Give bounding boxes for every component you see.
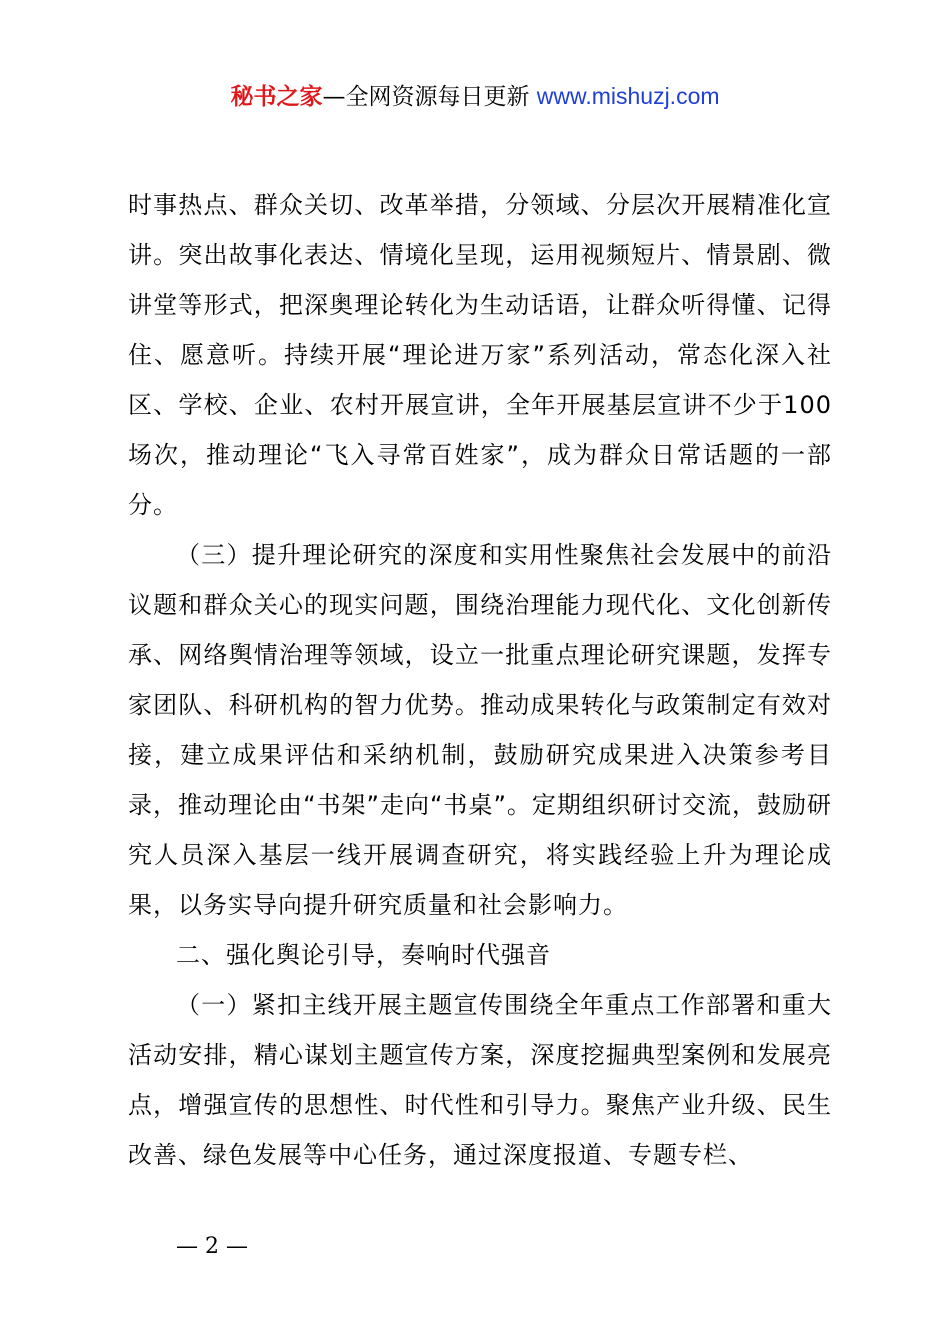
site-header <box>0 80 950 113</box>
paragraph-continuation: 时事热点、群众关切、改革举措，分领域、分层次开展精准化宣讲。突出故事化表达、情境化呈现，运用视频短片、情景剧、微讲堂等形式，把深奥理论转化为生动话语，让群众听得懂、记得住、愿意听。持续开展“理论进万家”系列活动，常态化深入社区、学校、企业、农村开展宣讲，全年开展基层宣讲不少于100场次，推动理论“飞入寻常百姓家”，成为群众日常话题的一部分。 <box>128 191 832 519</box>
header-slogan: —全网资源每日更新 <box>322 84 537 110</box>
brand-name: 秘书之家 <box>230 84 323 110</box>
site-url-link[interactable]: www.mishuzj.com <box>536 83 720 109</box>
paragraph-subsection-1: （一）紧扣主线开展主题宣传围绕全年重点工作部署和重大活动安排，精心谋划主题宣传方案，深度挖掘典型案例和发展亮点，增强宣传的思想性、时代性和引导力。聚焦产业升级、民生改善、绿色发展等中心任务，通过深度报道、专题专栏、 <box>128 991 832 1169</box>
section-heading-2: 二、强化舆论引导，奏响时代强音 <box>176 941 551 969</box>
document-body <box>128 180 832 1180</box>
paragraph-section-3: （三）提升理论研究的深度和实用性聚焦社会发展中的前沿议题和群众关心的现实问题，围绕治理能力现代化、文化创新传承、网络舆情治理等领域，设立一批重点理论研究课题，发挥专家团队、科研机构的智力优势。推动成果转化与政策制定有效对接，建立成果评估和采纳机制，鼓励研究成果进入决策参考目录，推动理论由“书架”走向“书桌”。定期组织研讨交流，鼓励研究人员深入基层一线开展调查研究，将实践经验上升为理论成果，以务实导向提升研究质量和社会影响力。 <box>128 541 832 919</box>
page-number: — 2 — <box>176 1234 248 1259</box>
